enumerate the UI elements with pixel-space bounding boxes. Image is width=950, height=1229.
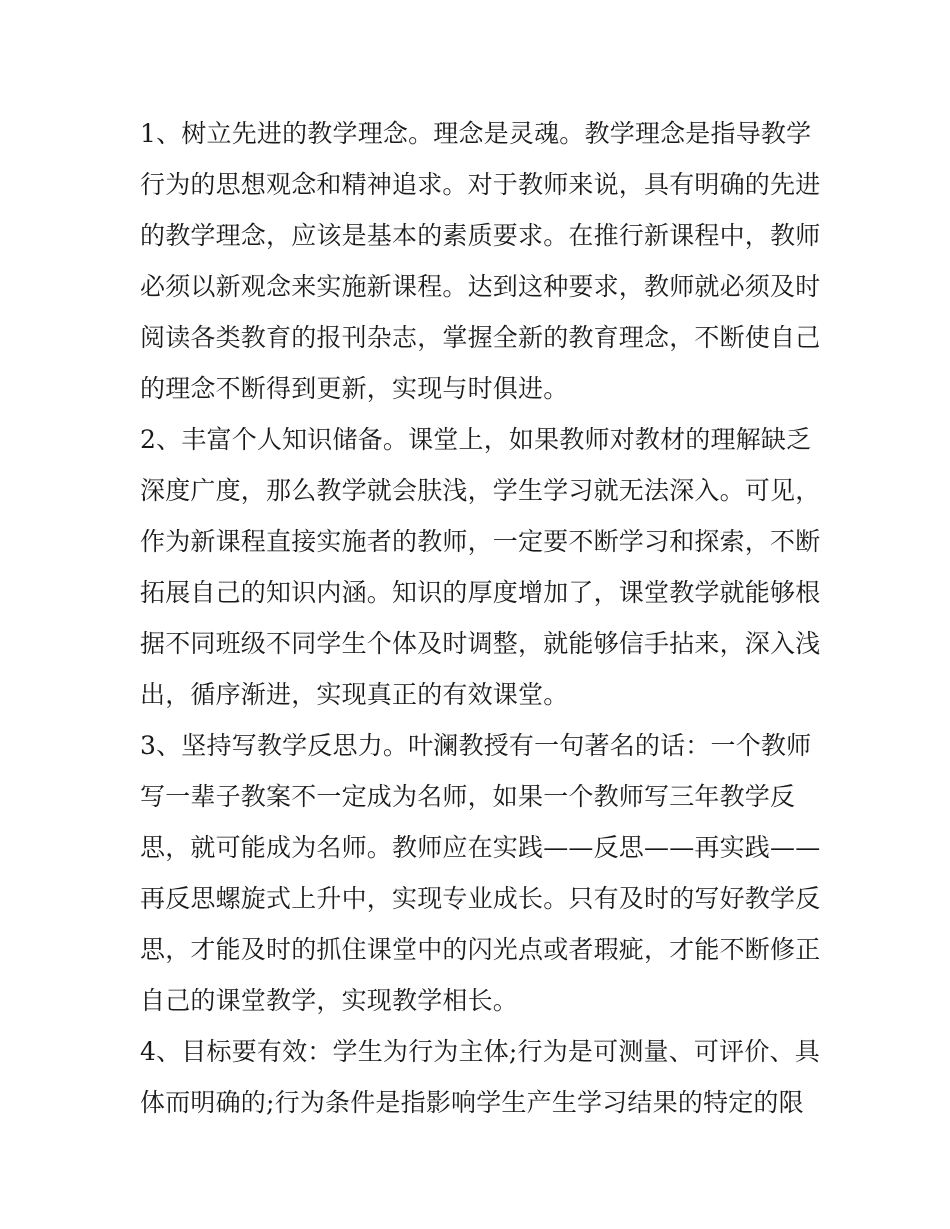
text-line: 深度广度，那么教学就会肤浅，学生学习就无法深入。可见， bbox=[140, 476, 821, 505]
text-line: 必须以新观念来实施新课程。达到这种要求，教师就必须及时 bbox=[140, 272, 821, 301]
text-line: 写一辈子教案不一定成为名师，如果一个教师写三年教学反 bbox=[140, 782, 796, 811]
paragraph-3 bbox=[140, 720, 820, 1026]
text-line: 思，就可能成为名师。教师应在实践——反思——再实践—— bbox=[140, 833, 821, 862]
text-line: 思，才能及时的抓住课堂中的闪光点或者瑕疵，才能不断修正 bbox=[140, 935, 821, 964]
text-line: 3、坚持写教学反思力。叶澜教授有一句著名的话：一个教师 bbox=[140, 731, 812, 760]
text-line: 的教学理念，应该是基本的素质要求。在推行新课程中，教师 bbox=[140, 221, 821, 250]
text-line: 体而明确的;行为条件是指影响学生产生学习结果的特定的限 bbox=[140, 1088, 804, 1117]
text-line: 出，循序渐进，实现真正的有效课堂。 bbox=[140, 680, 569, 709]
paragraph-4 bbox=[140, 1026, 820, 1128]
paragraph-2 bbox=[140, 414, 820, 720]
text-line: 自己的课堂教学，实现教学相长。 bbox=[140, 986, 519, 1015]
text-line: 阅读各类教育的报刊杂志，掌握全新的教育理念，不断使自己 bbox=[140, 323, 821, 352]
document-body bbox=[140, 108, 820, 1128]
text-line: 行为的思想观念和精神追求。对于教师来说，具有明确的先进 bbox=[140, 170, 821, 199]
text-line: 1、树立先进的教学理念。理念是灵魂。教学理念是指导教学 bbox=[140, 119, 812, 148]
text-line: 的理念不断得到更新，实现与时俱进。 bbox=[140, 374, 569, 403]
text-line: 据不同班级不同学生个体及时调整，就能够信手拈来，深入浅 bbox=[140, 629, 821, 658]
paragraph-1 bbox=[140, 108, 820, 414]
text-line: 2、丰富个人知识储备。课堂上，如果教师对教材的理解缺乏 bbox=[140, 425, 812, 454]
text-line: 拓展自己的知识内涵。知识的厚度增加了，课堂教学就能够根 bbox=[140, 578, 821, 607]
text-line: 4、目标要有效：学生为行为主体;行为是可测量、可评价、具 bbox=[140, 1037, 820, 1066]
text-line: 再反思螺旋式上升中，实现专业成长。只有及时的写好教学反 bbox=[140, 884, 821, 913]
text-line: 作为新课程直接实施者的教师，一定要不断学习和探索，不断 bbox=[140, 527, 821, 556]
